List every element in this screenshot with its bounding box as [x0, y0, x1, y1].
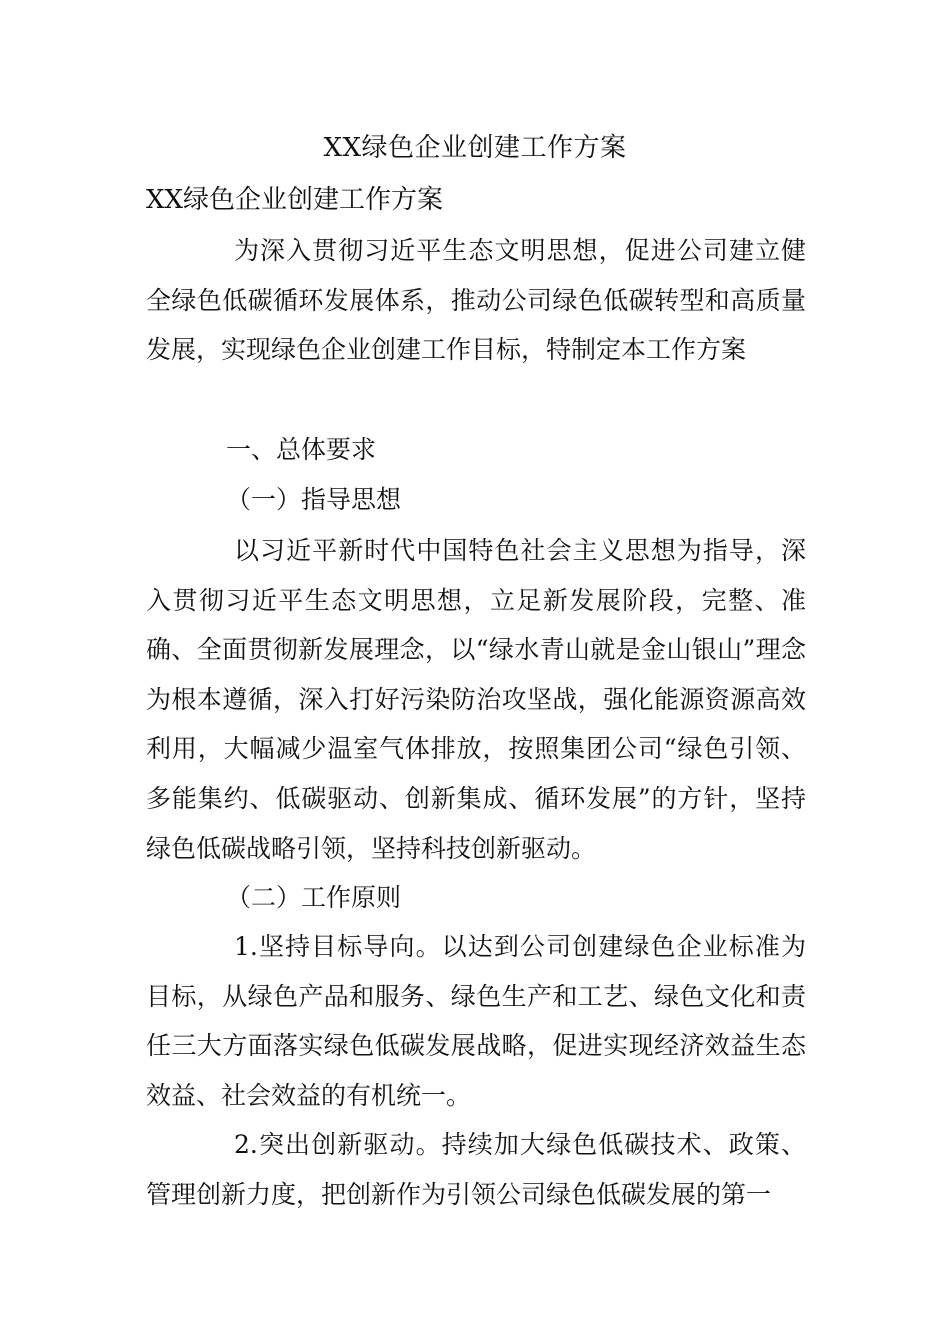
intro-paragraph: 为深入贯彻习近平生态文明思想，促进公司建立健全绿色低碳循环发展体系，推动公司绿色低碳转型和高质量发展，实现绿色企业创建工作目标，特制定本工作方案 [146, 236, 806, 365]
principle-2-paragraph: 2.突出创新驱动。持续加大绿色低碳技术、政策、管理创新力度，把创新作为引领公司绿色低碳发展的第一 [146, 1130, 806, 1209]
principle-1-paragraph: 1.坚持目标导向。以达到公司创建绿色企业标准为目标，从绿色产品和服务、绿色生产和工艺、绿色文化和责任三大方面落实绿色低碳发展战略，促进实现经济效益生态效益、社会效益的有机统一。 [146, 932, 806, 1110]
subsection-heading-guiding-ideology: （一）指导思想 [226, 485, 402, 514]
guiding-ideology-paragraph: 以习近平新时代中国特色社会主义思想为指导，深入贯彻习近平生态文明思想，立足新发展阶段，完整、准确、全面贯彻新发展理念，以“绿水青山就是金山银山”理念为根本遵循，深入打好污染防治攻坚战，强化能源资源高效利用，大幅减少温室气体排放，按照集团公司“绿色引领、多能集约、低碳驱动、创新集成、循环发展”的方针，坚持绿色低碳战略引领，坚持科技创新驱动。 [146, 536, 806, 863]
document-subtitle: XX绿色企业创建工作方案 [146, 185, 444, 215]
document-title: XX绿色企业创建工作方案 [323, 133, 627, 163]
section-heading-general-requirements: 一、总体要求 [226, 435, 377, 464]
subsection-heading-work-principles: （二）工作原则 [226, 883, 402, 912]
